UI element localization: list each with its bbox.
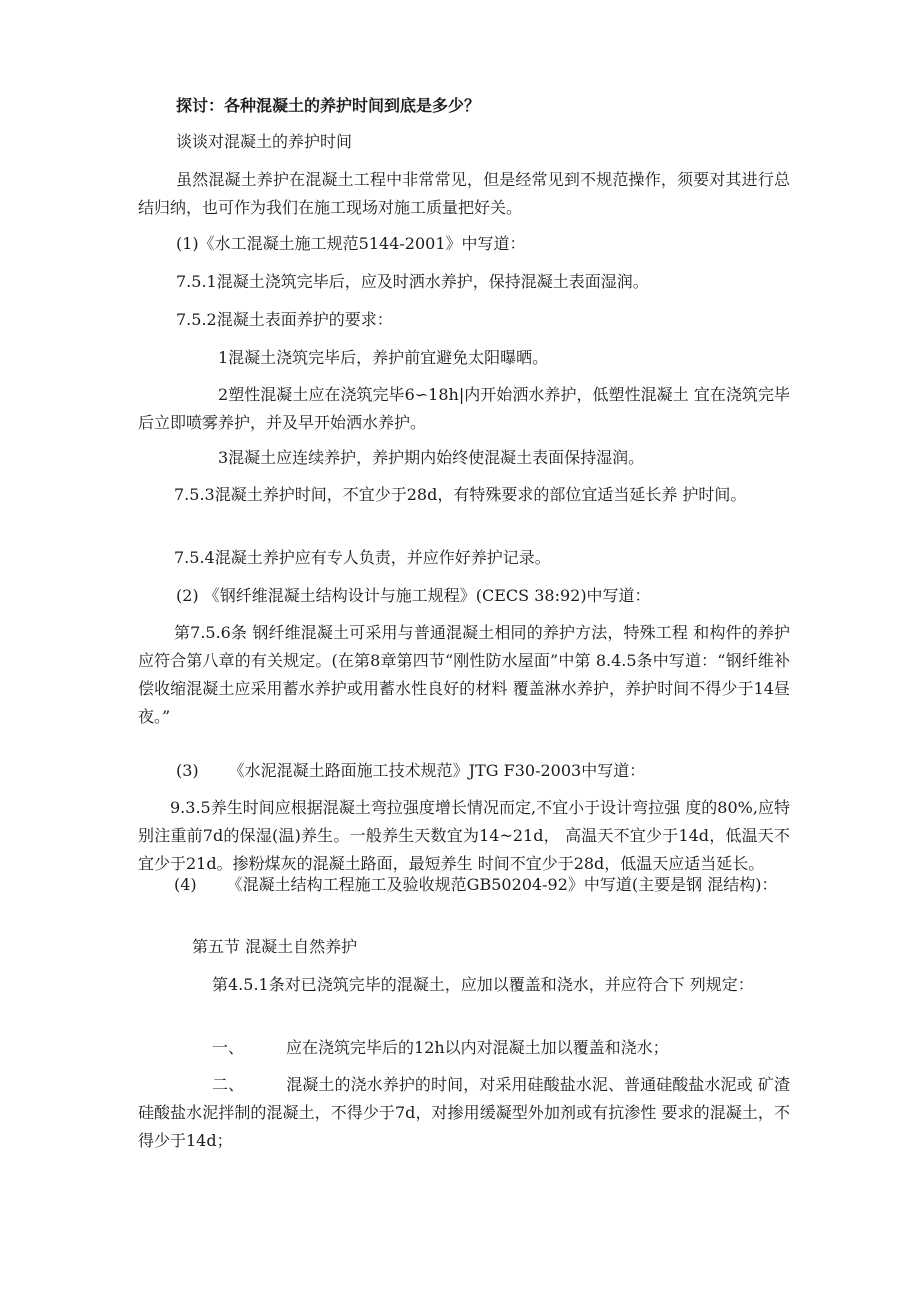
- clause-9-3-5: 9.3.5养生时间应根据混凝土弯拉强度增长情况而定,不宜小于设计弯拉强 度的80%,应特别注重前7d的保湿(温)养生。一般养生天数宜为14~21d， 高温天不宜少于14d，低温天不宜少于21d。掺粉煤灰的混凝土路面，最短养生 时间不宜少于28d，低温天应适当延长。: [138, 798, 790, 873]
- section-4-number: (4): [174, 875, 197, 894]
- document-subtitle: 谈谈对混凝土的养护时间: [176, 132, 353, 151]
- clause-7-5-6: 第7.5.6条 钢纤维混凝土可采用与普通混凝土相同的养护方法，特殊工程 和构件的养护应符合第八章的有关规定。(在第8章第四节“刚性防水屋面”中第 8.4.5条中写道：“钢纤维补偿收缩混凝土应采用蓄水养护或用蓄水性良好的材料 覆盖淋水养护，养护时间不得少于14昼夜。”: [138, 623, 790, 726]
- clause-7-5-2-item-2: 2塑性混凝土应在浇筑完毕6∽18h|内开始洒水养护，低塑性混凝土 宜在浇筑完毕后立即喷雾养护，并及早开始洒水养护。: [138, 385, 790, 432]
- clause-7-5-2-item-3: 3混凝土应连续养护，养护期内始终使混凝土表面保持湿润。: [218, 448, 645, 467]
- clause-4-5-1: 第4.5.1条对已浇筑完毕的混凝土，应加以覆盖和浇水，并应符合下 列规定：: [212, 975, 754, 994]
- section-2-heading: (2) 《钢纤维混凝土结构设计与施工规程》(CECS 38:92)中写道：: [176, 586, 651, 605]
- list-item-2: [138, 1071, 790, 1155]
- clause-7-5-2: 7.5.2混凝土表面养护的要求：: [176, 310, 393, 329]
- section-title-natural-curing: 第五节 混凝土自然养护: [192, 937, 358, 956]
- document-title: 探讨：各种混凝土的养护时间到底是多少？: [176, 96, 481, 115]
- section-4-text: 《混凝土结构工程施工及验收规范GB50204-92》中写道(主要是钢 混结构)：: [226, 875, 778, 894]
- list-item-1-number: 一、: [212, 1038, 245, 1057]
- section-1-heading: (1)《水工混凝土施工规范5144-2001》中写道：: [176, 234, 526, 253]
- list-item-1: [138, 1034, 790, 1062]
- section-3-number: (3): [176, 761, 199, 780]
- list-item-2-text: 混凝土的浇水养护的时间，对采用硅酸盐水泥、普通硅酸盐水泥或 矿渣硅酸盐水泥拌制的混凝土，不得少于7d，对掺用缓凝型外加剂或有抗渗性 要求的混凝土，不得少于14d；: [138, 1075, 790, 1150]
- section-4-heading: [138, 871, 790, 899]
- clause-7-5-4: 7.5.4混凝土养护应有专人负责，并应作好养护记录。: [174, 548, 551, 567]
- clause-7-5-2-item-1: 1混凝土浇筑完毕后，养护前宜避免太阳曝晒。: [218, 348, 549, 367]
- section-3-text: 《水泥混凝土路面施工技术规范》JTG F30-2003中写道：: [228, 761, 646, 780]
- clause-7-5-1: 7.5.1混凝土浇筑完毕后，应及时洒水养护，保持混凝土表面湿润。: [176, 272, 649, 291]
- list-item-2-number: 二、: [212, 1075, 245, 1094]
- clause-7-5-3: 7.5.3混凝土养护时间，不宜少于28d，有特殊要求的部位宜适当延长养 护时间。: [174, 485, 747, 504]
- paragraph-intro: 虽然混凝土养护在混凝土工程中非常常见，但是经常见到不规范操作，须要对其进行总结归纳，也可作为我们在施工现场对施工质量把好关。: [138, 170, 790, 217]
- list-item-1-text: 应在浇筑完毕后的12h以内对混凝土加以覆盖和浇水；: [286, 1038, 669, 1057]
- section-3-heading: [138, 757, 790, 785]
